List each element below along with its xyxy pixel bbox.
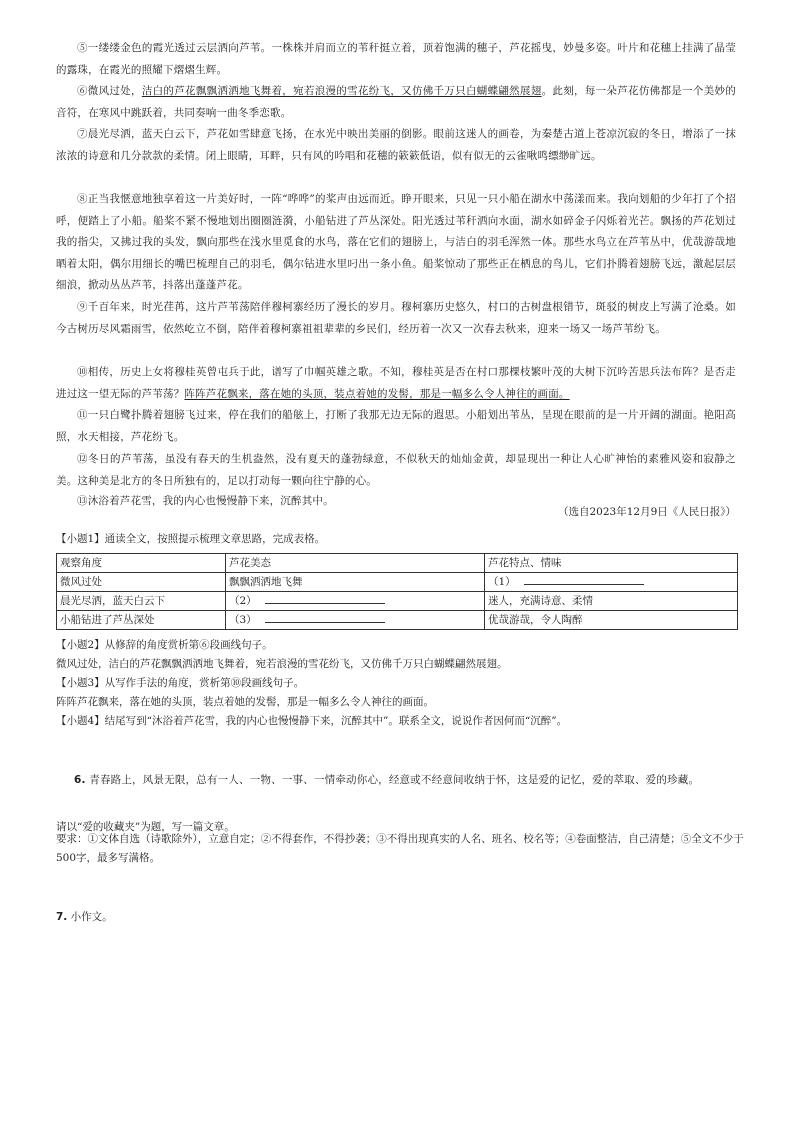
paragraph-12: ⑫冬日的芦苇荡，虽没有春天的生机盎然，没有夏天的蓬勃绿意，不似秋天的灿灿金黄，却显现出一种让人心旷神怡的素雅风姿和寂静之美。这种美是北方的冬日所独有的，足以打动每一颗向往宁静的心。	[56, 453, 736, 487]
paragraph-10	[56, 362, 736, 405]
table-cell-answer[interactable]	[485, 573, 738, 592]
table-header-cell: 芦花特点、情味	[485, 554, 738, 573]
question-2-quote: 微风过处，洁白的芦花飘飘洒洒地飞舞着，宛若浪漫的雪花纷飞，又仿佛千万只白蝴蝶翩然展翅。	[56, 658, 508, 670]
question-3-quote: 阵阵芦花飘来，落在她的头顶，装点着她的发髻，那是一幅多么令人神往的画面。	[56, 696, 434, 708]
question-6-number: 6.	[74, 774, 86, 786]
table-header-cell: 芦花美态	[226, 554, 485, 573]
question-1-table	[56, 553, 738, 630]
answer-blank[interactable]	[265, 592, 385, 604]
question-6-text: 青春路上，风景无限，总有一人、一物、一事、一情牵动你心，经意或不经意间收纳于怀，这是爱的记忆，爱的萃取、爱的珍藏。	[89, 774, 700, 786]
question-6-requirements: 要求：①文体自选（诗歌除外），立意自定；②不得套作，不得抄袭；③不得出现真实的人名、班名、校名等；④卷面整洁，自己清楚；⑤全文不少于500字，最多写满格。	[56, 833, 744, 864]
question-7-number: 7.	[56, 911, 68, 923]
paragraph-8: ⑧正当我惬意地独享着这一片美好时，一阵“哗哗”的桨声由远而近。睁开眼来，只见一只小船在湖水中荡漾而来。我向划船的少年打了个招呼，便踏上了小船。船桨不紧不慢地划出圈圈涟漪，小船钻进了芦丛深处。阳光透过苇秆洒向水面，湖水如碎金子闪烁着光芒。飘扬的芦花划过我的指尖，又拂过我的头发，飘向那些在浅水里觅食的水鸟，落在它们的翅膀上，与洁白的羽毛浑然一体。那些水鸟立在芦苇丛中，优哉游哉地晒着太阳，偶尔用细长的嘴巴梳理自己的羽毛，偶尔钻进水里叼出一条小鱼。船桨惊动了那些正在栖息的鸟儿，它们扑腾着翅膀飞远，激起层层细浪，掀动丛丛芦苇，抖落出蓬蓬芦花。	[56, 193, 736, 291]
paragraph-6	[56, 81, 736, 124]
paragraph-6-lead: ⑥微风过处，	[77, 85, 142, 97]
table-header-cell: 观察角度	[57, 554, 226, 573]
question-3-prompt: 【小题3】从写作手法的角度，赏析第⑩段画线句子。	[56, 677, 305, 689]
table-row	[57, 611, 738, 630]
paragraph-9: ⑨千百年来，时光荏苒，这片芦苇荡陪伴穆柯寨经历了漫长的岁月。穆柯寨历史悠久，村口的古树盘根错节，斑驳的树皮上写满了沧桑。如今古树历尽风霜雨雪，依然屹立不倒，陪伴着穆柯寨祖祖辈辈的乡民们，经历着一次又一次春去秋来，迎来一场又一场芦苇纷飞。	[56, 301, 736, 335]
answer-label: （1）	[488, 576, 516, 588]
question-7-text: 小作文。	[70, 911, 113, 923]
source-citation: （选自2023年12月9日《人民日报》）	[557, 506, 736, 518]
answer-label: （3）	[229, 614, 257, 626]
question-6-intro	[56, 770, 736, 792]
answer-label: （2）	[229, 595, 257, 607]
paragraph-11: ⑪一只白鹭扑腾着翅膀飞过来，停在我们的船舷上，打断了我那无边无际的遐思。小船划出苇丛，呈现在眼前的是一片开阔的湖面。艳阳高照，水天相接，芦花纷飞。	[56, 409, 736, 443]
table-row	[57, 592, 738, 611]
table-cell: 迷人，充满诗意、柔情	[485, 592, 738, 611]
table-header-row	[57, 554, 738, 573]
paragraph-10-underlined: 阵阵芦花飘来，落在她的头顶，装点着她的发髻，那是一幅多么令人神往的画面。	[184, 387, 570, 400]
question-2-prompt: 【小题2】从修辞的角度赏析第⑥段画线句子。	[56, 639, 273, 651]
question-7	[56, 908, 746, 927]
question-6-task: 请以“爱的收藏夹”为题，写一篇文章。	[56, 821, 235, 833]
answer-blank[interactable]	[265, 611, 385, 623]
paragraph-13: ⑬沐浴着芦花雪，我的内心也慢慢静下来，沉醉其中。	[77, 495, 334, 507]
table-cell: 小船钻进了芦丛深处	[57, 611, 226, 630]
table-cell: 优哉游哉，令人陶醉	[485, 611, 738, 630]
table-cell: 飘飘洒洒地飞舞	[226, 573, 485, 592]
question-4-prompt: 【小题4】结尾写到“沐浴着芦花雪，我的内心也慢慢静下来，沉醉其中”。联系全文，说说作者因何而“沉醉”。	[56, 715, 568, 727]
paragraph-7: ⑦晨光尽洒，蓝天白云下，芦花如雪肆意飞扬，在水光中映出美丽的倒影。眼前这迷人的画卷，为秦楚古道上苍凉沉寂的冬日，增添了一抹浓浓的诗意和几分款款的柔情。闭上眼睛，耳畔，只有风的吟唱和花穗的簌簌低语，似有似无的云雀啾鸣缥缈旷远。	[56, 128, 736, 162]
paragraph-10-lead: ⑩相传，历史上女将穆桂英曾屯兵于此，谱写了巾帼英雄之歌。不知，穆桂英是否在村口那棵枝繁叶茂的大树下沉吟苦思兵法布阵？是否走进过这一望无际的芦苇荡？	[56, 366, 736, 400]
paragraph-6-tail: 。此刻，每一朵芦花仿佛都是一个美妙的音符，在寒风中跳跃着，共同奏响一曲冬季恋歌。	[56, 85, 736, 119]
question-1-prompt: 【小题1】通读全文，按照提示梳理文章思路，完成表格。	[56, 533, 326, 545]
table-cell-answer[interactable]	[226, 611, 485, 630]
answer-blank[interactable]	[524, 573, 644, 585]
table-cell: 微风过处	[57, 573, 226, 592]
paragraph-5: ⑤一缕缕金色的霞光透过云层洒向芦苇。一株株并肩而立的苇秆挺立着，顶着饱满的穗子，芦花摇曳，妙曼多姿。叶片和花穗上挂满了晶莹的露珠，在霞光的照耀下熠熠生辉。	[56, 42, 736, 76]
table-row	[57, 573, 738, 592]
table-cell-answer[interactable]	[226, 592, 485, 611]
paragraph-6-underlined: 洁白的芦花飘飘洒洒地飞舞着，宛若浪漫的雪花纷飞，又仿佛千万只白蝴蝶翩然展翅	[141, 85, 542, 97]
table-cell: 晨光尽洒，蓝天白云下	[57, 592, 226, 611]
